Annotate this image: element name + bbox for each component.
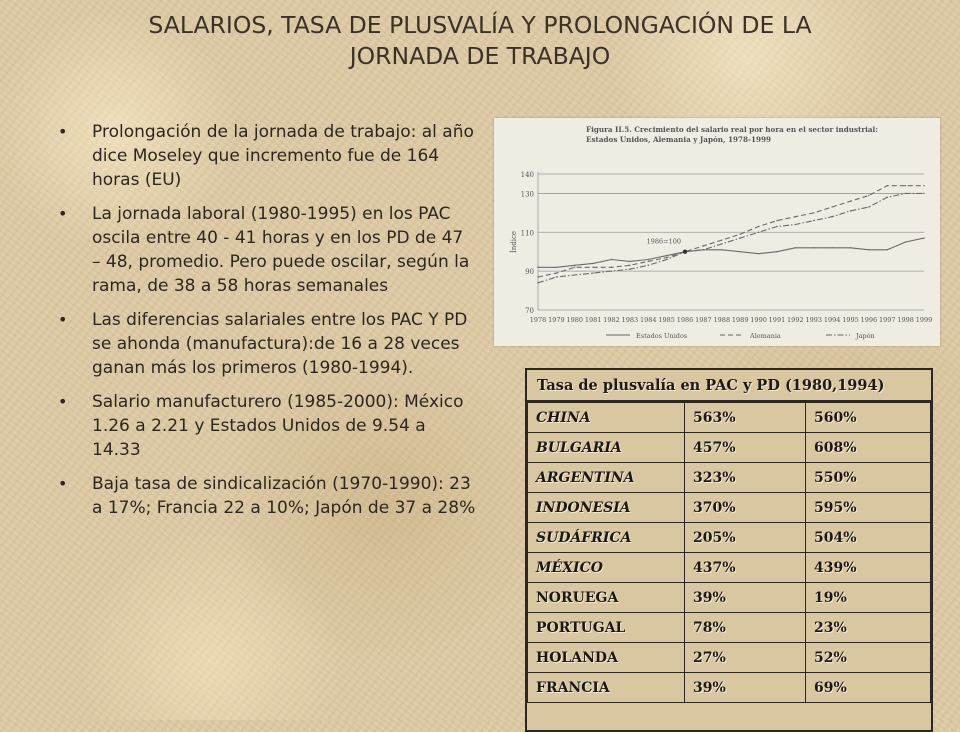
value-1994-cell: 504% [806,523,931,553]
series-point-2 [574,274,575,275]
y-tick-label: 110 [520,229,534,238]
table-row [528,553,931,583]
table-row [528,523,931,553]
series-point-2 [868,206,869,207]
country-cell: FRANCIA [528,673,685,703]
series-point-1 [592,267,593,268]
value-1980-cell: 39% [685,673,806,703]
value-1980-cell: 39% [685,583,806,613]
series-point-1 [776,220,777,221]
value-1980-cell: 370% [685,493,806,523]
series-point-0 [758,253,759,254]
bullet-text: La jornada laboral (1980-1995) en los PAC oscila entre 40 - 41 horas y en los PD de 47 – 48, promedio. Pero puede oscilar, según la rama, de 38 a 58 horas semanales [92,204,470,296]
value-1994-cell: 550% [806,463,931,493]
country-cell: CHINA [528,403,685,433]
series-point-2 [666,259,667,260]
series-point-2 [758,232,759,233]
x-tick-label: 1991 [768,316,786,324]
legend-label: Estados Unidos [636,332,688,340]
series-point-0 [887,249,888,250]
y-tick-label: 130 [520,190,534,199]
x-tick-label: 1988 [713,316,731,324]
base-year-marker [683,250,687,254]
series-point-1 [923,185,924,186]
table-row [528,463,931,493]
series-point-0 [666,255,667,256]
bullet-dot-icon: • [58,122,68,141]
series-point-1 [887,185,888,186]
x-tick-label: 1981 [584,316,602,324]
series-point-0 [923,237,924,238]
series-point-0 [813,247,814,248]
series-line-2 [538,193,924,282]
x-tick-label: 1984 [640,316,657,324]
table-row [528,643,931,673]
series-point-1 [850,201,851,202]
wage-growth-chart [494,118,940,346]
value-1994-cell: 439% [806,553,931,583]
bullet-text: Baja tasa de sindicalización (1970-1990): 23 a 17%; Francia 22 a 10%; Japón de 37 a 28% [92,474,476,518]
series-point-0 [556,267,557,268]
bullet-item [56,120,476,192]
table-row [528,613,931,643]
series-point-1 [611,267,612,268]
x-tick-label: 1997 [878,316,896,324]
wage-growth-figure [494,118,940,346]
x-tick-label: 1979 [548,316,565,324]
value-1994-cell: 560% [806,403,931,433]
table-row [528,433,931,463]
x-tick-label: 1982 [603,316,620,324]
series-point-0 [611,259,612,260]
series-point-0 [721,249,722,250]
x-tick-label: 1999 [915,316,933,324]
series-point-2 [592,272,593,273]
x-tick-label: 1998 [897,316,914,324]
country-cell: SUDÁFRICA [528,523,685,553]
x-tick-label: 1980 [566,316,584,324]
bullet-list [56,120,476,530]
series-point-0 [537,267,538,268]
value-1994-cell: 69% [806,673,931,703]
series-point-2 [776,226,777,227]
series-point-2 [648,265,649,266]
surplus-value-grid [527,402,931,703]
country-cell: INDONESIA [528,493,685,523]
series-point-1 [721,239,722,240]
series-point-2 [905,193,906,194]
x-tick-label: 1983 [621,316,639,324]
series-point-1 [831,206,832,207]
bullet-item [56,308,476,380]
value-1980-cell: 323% [685,463,806,493]
series-point-2 [556,276,557,277]
x-tick-label: 1994 [823,316,841,324]
x-tick-label: 1996 [860,316,878,324]
series-point-0 [905,241,906,242]
series-point-1 [648,261,649,262]
series-point-2 [795,224,796,225]
series-point-0 [831,247,832,248]
value-1980-cell: 457% [685,433,806,463]
series-point-2 [831,216,832,217]
series-point-1 [666,257,667,258]
bullet-dot-icon: • [58,392,68,411]
series-point-1 [703,245,704,246]
value-1980-cell: 563% [685,403,806,433]
series-point-1 [868,195,869,196]
y-tick-label: 140 [520,171,534,179]
series-point-1 [758,226,759,227]
series-point-0 [574,265,575,266]
value-1980-cell: 78% [685,613,806,643]
series-point-2 [703,249,704,250]
x-tick-label: 1987 [695,316,712,324]
chart-subtitle: Estados Unidos, Alemania y Japón, 1978-1999 [586,135,772,144]
base-year-annotation: 1986=100 [646,237,682,246]
bullet-text: Prolongación de la jornada de trabajo: al año dice Moseley que incremento fue de 164 horas (EU) [92,122,474,190]
x-tick-label: 1986 [676,316,694,324]
series-point-2 [721,243,722,244]
series-point-2 [537,282,538,283]
series-point-0 [850,247,851,248]
table-row [528,493,931,523]
value-1994-cell: 608% [806,433,931,463]
series-point-0 [629,261,630,262]
x-tick-label: 1989 [731,316,749,324]
value-1994-cell: 23% [806,613,931,643]
series-point-2 [850,210,851,211]
y-tick-label: 90 [525,268,534,277]
series-point-2 [739,237,740,238]
series-point-2 [611,270,612,271]
y-tick-label: 70 [525,307,534,315]
slide-title [60,10,900,72]
x-tick-label: 1978 [529,316,547,324]
legend-label: Japón [856,332,875,340]
bullet-dot-icon: • [58,310,68,329]
x-tick-label: 1990 [750,316,767,324]
series-line-0 [538,238,924,267]
series-point-1 [813,212,814,213]
country-cell: HOLANDA [528,643,685,673]
country-cell: NORUEGA [528,583,685,613]
value-1980-cell: 437% [685,553,806,583]
series-point-1 [739,234,740,235]
bullet-item [56,472,476,520]
value-1980-cell: 27% [685,643,806,673]
x-tick-label: 1985 [658,316,675,324]
country-cell: MÉXICO [528,553,685,583]
table-row [528,673,931,703]
country-cell: ARGENTINA [528,463,685,493]
x-tick-label: 1993 [805,316,822,324]
series-point-2 [923,193,924,194]
series-point-2 [813,220,814,221]
series-point-0 [795,247,796,248]
series-point-0 [776,251,777,252]
series-point-0 [592,263,593,264]
x-tick-label: 1995 [842,316,859,324]
value-1994-cell: 19% [806,583,931,613]
slide-title-line-1: SALARIOS, TASA DE PLUSVALÍA Y PROLONGACIÓN DE LA [148,11,812,39]
value-1980-cell: 205% [685,523,806,553]
bullet-item [56,390,476,462]
series-point-2 [629,269,630,270]
bullet-text: Salario manufacturero (1985-2000): México 1.26 a 2.21 y Estados Unidos de 9.54 a 14.33 [92,392,464,460]
table-row [528,583,931,613]
value-1994-cell: 52% [806,643,931,673]
series-point-1 [629,265,630,266]
surplus-value-table [525,368,933,732]
series-point-0 [739,251,740,252]
slide-title-line-2: JORNADA DE TRABAJO [349,42,611,70]
series-point-0 [648,259,649,260]
table-caption: Tasa de plusvalía en PAC y PD (1980,1994) [527,370,931,402]
series-point-1 [905,185,906,186]
value-1994-cell: 595% [806,493,931,523]
series-point-1 [574,267,575,268]
series-point-1 [537,276,538,277]
chart-title: Figura II.5. Crecimiento del salario real por hora en el sector industrial: [586,125,878,134]
bullet-text: Las diferencias salariales entre los PAC Y PD se ahonda (manufactura):de 16 a 28 veces ganan más los primeros (1980-1994). [92,310,468,378]
bullet-dot-icon: • [58,474,68,493]
x-tick-label: 1992 [787,316,804,324]
country-cell: BULGARIA [528,433,685,463]
bullet-item [56,202,476,298]
legend-label: Alemania [750,332,781,340]
country-cell: PORTUGAL [528,613,685,643]
bullet-dot-icon: • [58,204,68,223]
series-point-1 [556,272,557,273]
series-point-1 [795,216,796,217]
table-row [528,403,931,433]
series-point-0 [868,249,869,250]
y-axis-label: Índice [510,230,518,254]
series-point-2 [887,197,888,198]
